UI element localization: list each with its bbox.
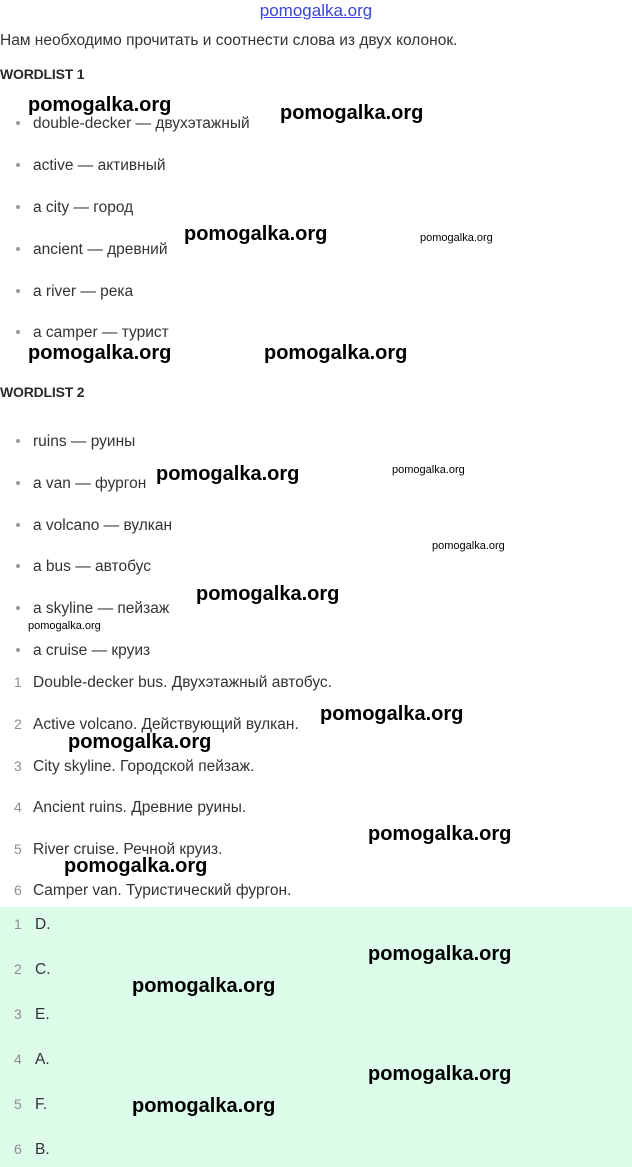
watermark: pomogalka.org <box>368 943 512 965</box>
list-item: a volcano — вулкан <box>16 517 172 535</box>
watermark: pomogalka.org <box>392 464 465 476</box>
list-item: a bus — автобус <box>16 558 151 576</box>
watermark: pomogalka.org <box>420 232 493 244</box>
phrase-item: 6 Camper van. Туристический фургон. <box>14 882 292 899</box>
watermark: pomogalka.org <box>28 620 101 632</box>
phrase-item: 5 River cruise. Речной круиз. <box>14 841 223 858</box>
bullet-icon <box>16 439 20 443</box>
bullet-icon <box>16 606 20 610</box>
watermark: pomogalka.org <box>368 1063 512 1085</box>
watermark: pomogalka.org <box>28 94 172 116</box>
bullet-icon <box>16 648 20 652</box>
watermark: pomogalka.org <box>132 1095 276 1117</box>
bullet-icon <box>16 289 20 293</box>
watermark: pomogalka.org <box>264 342 408 364</box>
bullet-icon <box>16 247 20 251</box>
watermark: pomogalka.org <box>64 855 208 877</box>
watermark: pomogalka.org <box>196 583 340 605</box>
phrase-item: 2 Active volcano. Действующий вулкан. <box>14 716 299 733</box>
answer-item: 5 F. <box>14 1096 48 1113</box>
wordlist-1-heading: WORDLIST 1 <box>0 66 85 82</box>
answer-item: 6 B. <box>14 1141 50 1158</box>
answer-item: 2 C. <box>14 961 51 978</box>
watermark: pomogalka.org <box>156 463 300 485</box>
list-item: double-decker — двухэтажный <box>16 115 250 133</box>
watermark: pomogalka.org <box>68 731 212 753</box>
bullet-icon <box>16 163 20 167</box>
phrase-item: 4 Ancient ruins. Древние руины. <box>14 799 247 816</box>
watermark: pomogalka.org <box>320 703 464 725</box>
bullet-icon <box>16 330 20 334</box>
wordlist-2-heading: WORDLIST 2 <box>0 384 85 400</box>
list-item: ancient — древний <box>16 241 168 259</box>
bullet-icon <box>16 481 20 485</box>
answer-item: 3 E. <box>14 1006 50 1023</box>
site-link[interactable]: pomogalka.org <box>259 1 373 20</box>
list-item: ruins — руины <box>16 433 135 451</box>
phrase-item: 3 City skyline. Городской пейзаж. <box>14 758 255 775</box>
bullet-icon <box>16 205 20 209</box>
list-item: a cruise — круиз <box>16 642 150 660</box>
list-item: a city — город <box>16 199 133 217</box>
list-item: active — активный <box>16 157 166 175</box>
bullet-icon <box>16 564 20 568</box>
answer-item: 4 A. <box>14 1051 50 1068</box>
bullet-icon <box>16 523 20 527</box>
answer-item: 1 D. <box>14 916 51 933</box>
phrase-item: 1 Double-decker bus. Двухэтажный автобус. <box>14 674 332 691</box>
list-item: a van — фургон <box>16 475 146 493</box>
watermark: pomogalka.org <box>28 342 172 364</box>
list-item: a skyline — пейзаж <box>16 600 169 618</box>
list-item: a river — река <box>16 283 133 301</box>
watermark: pomogalka.org <box>184 223 328 245</box>
bullet-icon <box>16 121 20 125</box>
intro-text: Нам необходимо прочитать и соотнести слова из двух колонок. <box>0 32 458 49</box>
watermark: pomogalka.org <box>368 823 512 845</box>
watermark: pomogalka.org <box>432 540 505 552</box>
list-item: a camper — турист <box>16 324 169 342</box>
watermark: pomogalka.org <box>132 975 276 997</box>
watermark: pomogalka.org <box>280 102 424 124</box>
answer-panel <box>0 907 632 1167</box>
